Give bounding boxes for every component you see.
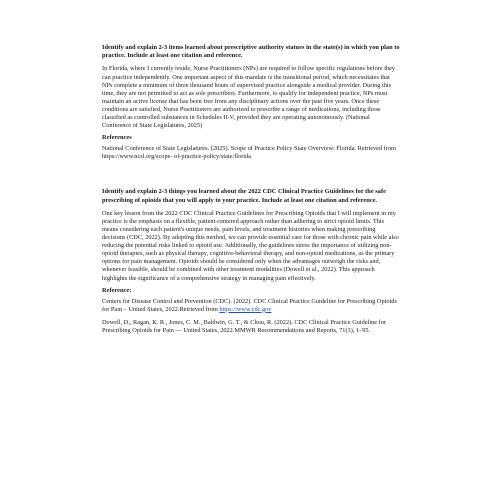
question-heading-2: Identify and explain 2-3 things you learned about the 2022 CDC Clinical Practice Guidelines for the safe prescribing of opioids that you will apply to your practice. Include at least one citation and reference. <box>102 188 386 204</box>
reference-cdc-text: Centers for Disease Control and Prevention (CDC). (2022). CDC Clinical Practice Guideline for Prescribing Opioids for Pain – United States, 2022.Retrieved from <box>102 297 397 313</box>
cdc-link[interactable]: https://www.cdc.gov <box>219 305 272 313</box>
answer-paragraph-2: One key lesson from the 2022 CDC Clinical Practice Guidelines for Prescribing Opioids that I will implement in my practice is the emphasis on a flexible, patient-centered approach rather than adhering to strict opioid limits. This means considering each patient's unique needs, pain levels, and treatment histories when making prescribing decisions (CDC, 2022). By adopting this method, we can provide essential care for those with chronic pain while also reducing the potential risks linked to opioid use. Additionally, the guidelines stress the importance of utilizing non-opioid therapies, such as physical therapy, cognitive-behavioral therapy, and non-opioid medications, as the primary options for pain management. Opioids should be considered only when the advantages outweigh the risks and, whenever feasible, should be combined with other treatment modalities (Dowell et al., 2022). This approach highlights the significance of a comprehensive strategy in managing pain effectively. <box>102 209 399 282</box>
reference-heading-2: Reference: <box>102 286 132 294</box>
document-content <box>102 44 400 340</box>
section-gap <box>102 166 400 188</box>
question-heading-1: Identify and explain 2-3 items learned about prescriptive authority statues in the state(s) in which you plan to practice. Include at least one citation and reference. <box>102 44 400 60</box>
references-heading-1: References <box>102 134 132 142</box>
reference-item-dowell: Dowell, D., Ragan, K. R., Jones, C. M., Baldwin, G. T., & Chou, R. (2022). CDC Clinical Practice Guideline for Prescribing Opioids for Pain — United States, 2022.MMWR Recommendations and Reports, 71(3), 1–95. <box>102 318 386 334</box>
reference-item-1: National Conference of State Legislatures. (2025). Scope of Practice Policy State Overview: Florida. Retrieved from https://www.ncsl.org/scope- of-practice-policy/state/florida <box>102 145 396 161</box>
reference-item-cdc <box>102 298 400 314</box>
answer-paragraph-1: In Florida, where I currently reside, Nurse Practitioners (NPs) are required to follow specific regulations before they can practice independently. One important aspect of this mandate is the transitional period, which necessitates that NPs complete a minimum of three thousand hours of supervised practice alongside a medical provider. During this time, they are not permitted to act as sole prescribers. Furthermore, to qualify for independent practice, NPs must maintain an active license that has been free from any disciplinary actions over the past five years. Once these conditions are satisfied, Nurse Practitioners are authorized to prescribe a range of medications, including those classified as controlled substances in Schedules II-V, provided they are operating autonomously. (National Conference of State Legislatures, 2025) <box>102 65 396 130</box>
